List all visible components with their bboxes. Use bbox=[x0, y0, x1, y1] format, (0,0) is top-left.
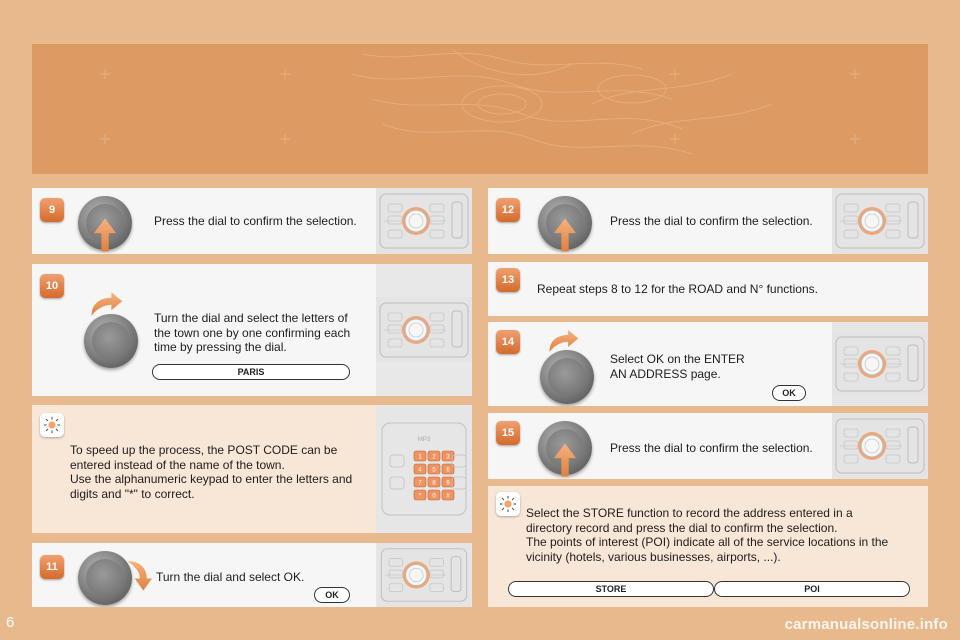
press-arrow-icon bbox=[554, 443, 576, 477]
step-14-panel bbox=[488, 322, 928, 406]
keypad-key bbox=[414, 451, 426, 461]
tip-1-panel bbox=[32, 405, 472, 533]
step-13-text: Repeat steps 8 to 12 for the ROAD and N° functions. bbox=[537, 282, 818, 296]
svg-text:2: 2 bbox=[432, 454, 436, 461]
step-12-panel bbox=[488, 188, 928, 254]
step-11-text: Turn the dial and select OK. bbox=[156, 570, 305, 584]
press-arrow-icon bbox=[554, 218, 576, 252]
keypad-key bbox=[428, 464, 440, 474]
svg-text:#: # bbox=[446, 493, 450, 500]
radio-unit-image bbox=[832, 322, 928, 406]
step-number-icon: 15 bbox=[496, 421, 520, 445]
step-number-icon: 10 bbox=[40, 274, 64, 298]
step-14-text: Select OK on the ENTER AN ADDRESS page. bbox=[610, 352, 745, 381]
svg-text:3: 3 bbox=[446, 454, 450, 461]
press-arrow-icon bbox=[94, 218, 116, 252]
radio-unit-image bbox=[376, 188, 472, 254]
step-9-text: Press the dial to confirm the selection. bbox=[154, 214, 357, 228]
svg-text:5: 5 bbox=[432, 467, 436, 474]
watermark: carmanualsonline.info bbox=[784, 616, 948, 633]
ok-button[interactable]: OK bbox=[314, 587, 350, 603]
rotary-dial-icon bbox=[534, 192, 596, 254]
keypad-side-button bbox=[390, 477, 404, 489]
rotary-dial-icon bbox=[534, 417, 596, 479]
keypad-image bbox=[376, 405, 472, 533]
step-number-icon: 9 bbox=[40, 198, 64, 222]
svg-text:6: 6 bbox=[446, 467, 450, 474]
svg-text:MP3: MP3 bbox=[417, 437, 431, 443]
keypad-key bbox=[428, 451, 440, 461]
keypad-key bbox=[442, 490, 454, 500]
step-13-panel bbox=[488, 262, 928, 316]
lightbulb-icon bbox=[496, 492, 520, 516]
step-15-text: Press the dial to confirm the selection. bbox=[610, 441, 813, 455]
svg-text:1: 1 bbox=[418, 454, 422, 461]
turn-arrow-icon bbox=[126, 557, 152, 593]
keypad-key bbox=[414, 490, 426, 500]
keypad-key bbox=[414, 477, 426, 487]
lightbulb-icon bbox=[40, 413, 64, 437]
rotary-dial-icon bbox=[80, 310, 142, 372]
step-number-icon: 11 bbox=[40, 555, 64, 579]
paris-button[interactable]: PARIS bbox=[152, 364, 350, 380]
svg-text:9: 9 bbox=[446, 480, 450, 487]
keypad-side-button bbox=[390, 455, 404, 467]
radio-unit-image bbox=[376, 543, 472, 607]
tip-2-text: Select the STORE function to record the address entered in a directory record and press the dial to confirm the selection. The points of interest (POI) indicate all of the service locations in the vicinity (hotels, various businesses, airports, ...). bbox=[526, 506, 889, 564]
step-number-icon: 12 bbox=[496, 198, 520, 222]
keypad-key bbox=[428, 490, 440, 500]
ok-button[interactable]: OK bbox=[772, 385, 806, 401]
svg-text:8: 8 bbox=[432, 480, 436, 487]
tip-1-text: To speed up the process, the POST CODE can be entered instead of the name of the town. Use the alphanumeric keypad to enter the letters and digits and "*" to correct. bbox=[70, 443, 353, 501]
svg-text:7: 7 bbox=[418, 480, 422, 487]
step-9-panel bbox=[32, 188, 472, 254]
step-10-panel bbox=[32, 264, 472, 396]
rotary-dial-icon bbox=[74, 192, 136, 254]
radio-unit-image bbox=[832, 188, 928, 254]
radio-unit-image bbox=[376, 264, 472, 396]
step-number-icon: 14 bbox=[496, 330, 520, 354]
radio-unit-image bbox=[832, 413, 928, 479]
svg-text:*: * bbox=[418, 493, 422, 500]
step-11-panel bbox=[32, 543, 472, 607]
topo-pattern bbox=[32, 44, 928, 174]
step-number-icon: 13 bbox=[496, 268, 520, 292]
page-number: 6 bbox=[6, 614, 15, 631]
svg-text:0: 0 bbox=[432, 493, 436, 500]
tip-2-panel bbox=[488, 486, 928, 607]
step-10-text: Turn the dial and select the letters of the town one by one confirming each time by pressing the dial. bbox=[154, 311, 351, 354]
store-button[interactable]: STORE bbox=[508, 581, 714, 597]
keypad-key bbox=[428, 477, 440, 487]
step-15-panel bbox=[488, 413, 928, 479]
step-12-text: Press the dial to confirm the selection. bbox=[610, 214, 813, 228]
poi-button[interactable]: POI bbox=[714, 581, 910, 597]
keypad-key bbox=[414, 464, 426, 474]
header-banner bbox=[32, 44, 928, 174]
rotary-dial-icon bbox=[536, 346, 598, 406]
svg-text:4: 4 bbox=[418, 467, 422, 474]
